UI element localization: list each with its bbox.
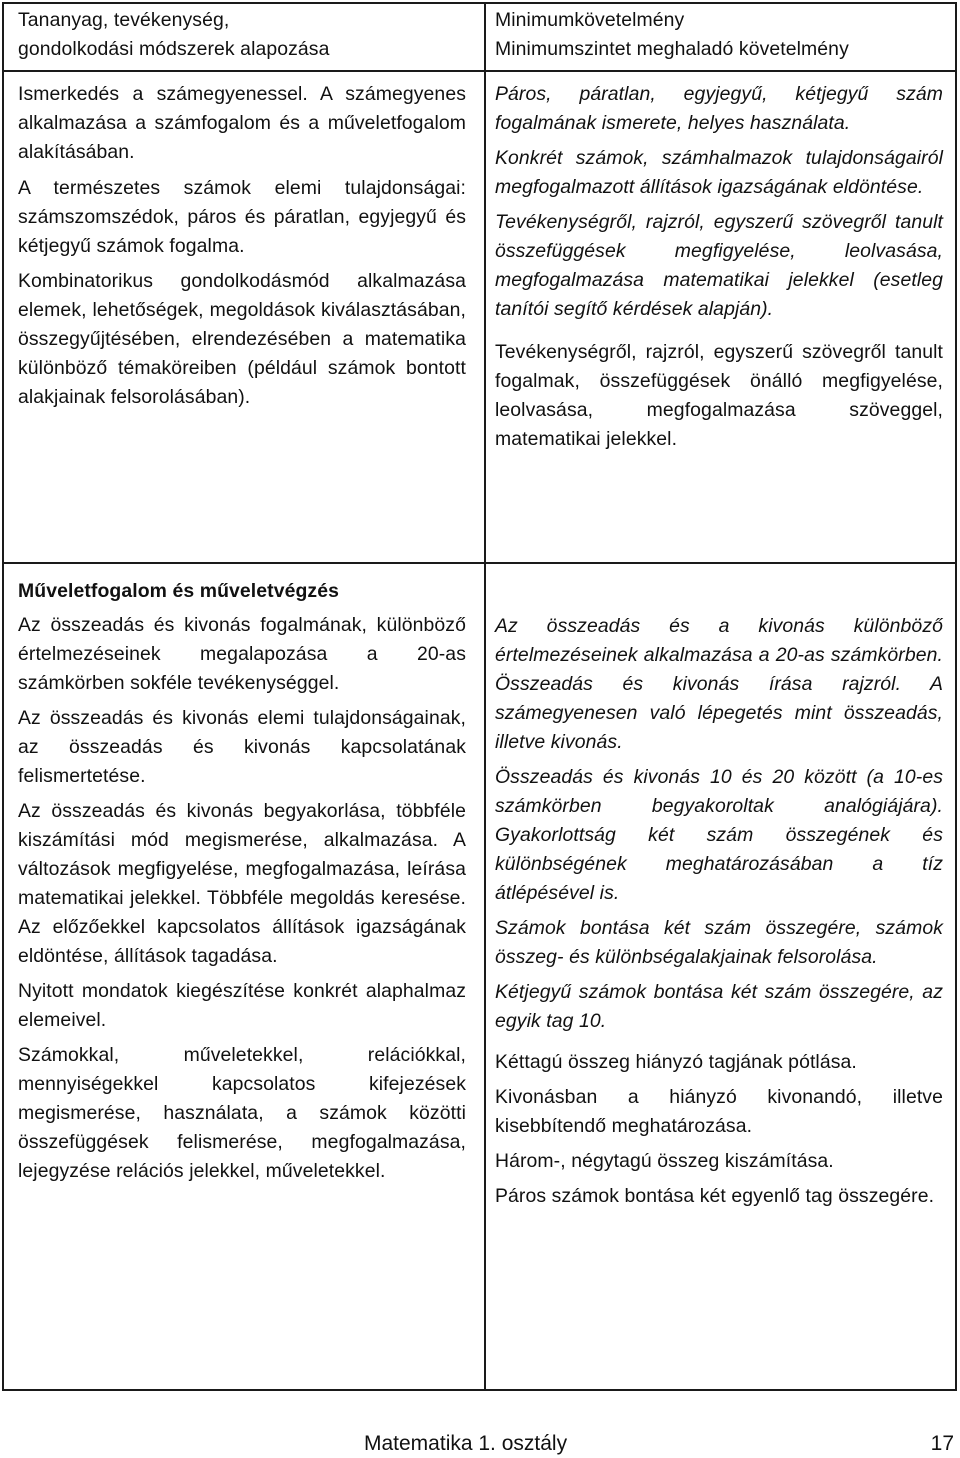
section2-left-para: Számokkal, műveletekkel, relációkkal, mennyiségekkel kapcsolatos kifejezések megismerése, használata, a számok közötti összefüggések felismerése, megfogalmazása, lejegyzése relációs jelekkel, műveletekkel. [18, 1044, 466, 1182]
section-divider [4, 562, 955, 564]
section2-right-para: Kivonásban a hiányzó kivonandó, illetve kisebbítendő meghatározása. [495, 1086, 943, 1137]
section1-right-para: Tevékenységről, rajzról, egyszerű szövegről tanult összefüggések megfigyelése, leolvasása, megfogalmazása matematikai jelekkel (esetleg tanítói segítő kérdések alapján). [495, 211, 943, 320]
page-number: 17 [930, 1432, 954, 1455]
footer-title: Matematika 1. osztály [364, 1432, 568, 1455]
section2-left-para: Az összeadás és kivonás fogalmának, különböző értelmezéseinek megalapozása a 20-as számkörben sokféle tevékenységgel. [18, 614, 466, 694]
section2-left-cell [18, 577, 466, 1186]
section2-right-cell [495, 612, 943, 1211]
column-divider [484, 4, 486, 1389]
header-col1-line1: Tananyag, tevékenység, [18, 9, 230, 31]
section2-right-para: Kéttagú összeg hiányzó tagjának pótlása. [495, 1051, 857, 1073]
section1-left-cell [18, 80, 466, 412]
section2-left-para: Az összeadás és kivonás begyakorlása, többféle kiszámítási mód megismerése, alkalmazása. A változások megfigyelése, megfogalmazása, leírása matematikai jelekkel. Többféle megoldás keresése. Az előzőekkel kapcsolatos állítások igazságának eldöntése, állítások tagadása. [18, 800, 466, 967]
section2-left-para: Az összeadás és kivonás elemi tulajdonságainak, az összeadás és kivonás kapcsolatának felismertetése. [18, 707, 466, 787]
header-col1-line2: gondolkodási módszerek alapozása [18, 38, 330, 60]
section1-right-para: Tevékenységről, rajzról, egyszerű szövegről tanult fogalmak, összefüggések önálló megfigyelése, leolvasása, megfogalmazása szöveggel, matematikai jelekkel. [495, 341, 943, 450]
section1-left-para: A természetes számok elemi tulajdonságai: számszomszédok, páros és páratlan, egyjegyű és kétjegyű számok fogalma. [18, 177, 466, 257]
section2-right-para: Számok bontása két szám összegére, számok összeg- és különbségalakjainak felsorolása. [495, 917, 943, 968]
section2-heading: Műveletfogalom és műveletvégzés [18, 580, 340, 602]
header-left-cell [18, 6, 466, 64]
section1-left-para: Ismerkedés a számegyenessel. A számegyenes alkalmazása a számfogalom és a műveletfogalom alakításában. [18, 83, 466, 163]
header-divider [4, 70, 955, 72]
section2-right-para: Az összeadás és a kivonás különböző értelmezéseinek alkalmazása a 20-as számkörben. Összeadás és kivonás írása rajzról. A számegyenesen való lépegetés mint összeadás, illetve kivonás. [495, 615, 943, 753]
section1-right-cell [495, 80, 943, 454]
header-right-cell [495, 6, 943, 64]
section2-right-para: Páros számok bontása két egyenlő tag összegére. [495, 1185, 935, 1207]
section2-right-para: Kétjegyű számok bontása két szám összegére, az egyik tag 10. [495, 981, 943, 1032]
section2-right-para: Összeadás és kivonás 10 és 20 között (a 10-es számkörben begyakoroltak analógiájára). Gyakorlottság két szám összegének és különbségének meghatározásában a tíz átlépésével is. [495, 766, 943, 904]
section2-left-para: Nyitott mondatok kiegészítése konkrét alaphalmaz elemeivel. [18, 980, 466, 1031]
header-col2-line2: Minimumszintet meghaladó követelmény [495, 38, 849, 60]
section1-right-para: Páros, páratlan, egyjegyű, kétjegyű szám fogalmának ismerete, helyes használata. [495, 83, 943, 134]
header-col2-line1: Minimumkövetelmény [495, 9, 685, 31]
section2-right-para: Három-, négytagú összeg kiszámítása. [495, 1150, 834, 1172]
section1-right-para: Konkrét számok, számhalmazok tulajdonságairól megfogalmazott állítások igazságának eldöntése. [495, 147, 943, 198]
section1-left-para: Kombinatorikus gondolkodásmód alkalmazása elemek, lehetőségek, megoldások kiválasztásában, összegyűjtésében, elrendezésében a matematika különböző témaköreiben (például számok bontott alakjainak felsorolásában). [18, 270, 466, 408]
